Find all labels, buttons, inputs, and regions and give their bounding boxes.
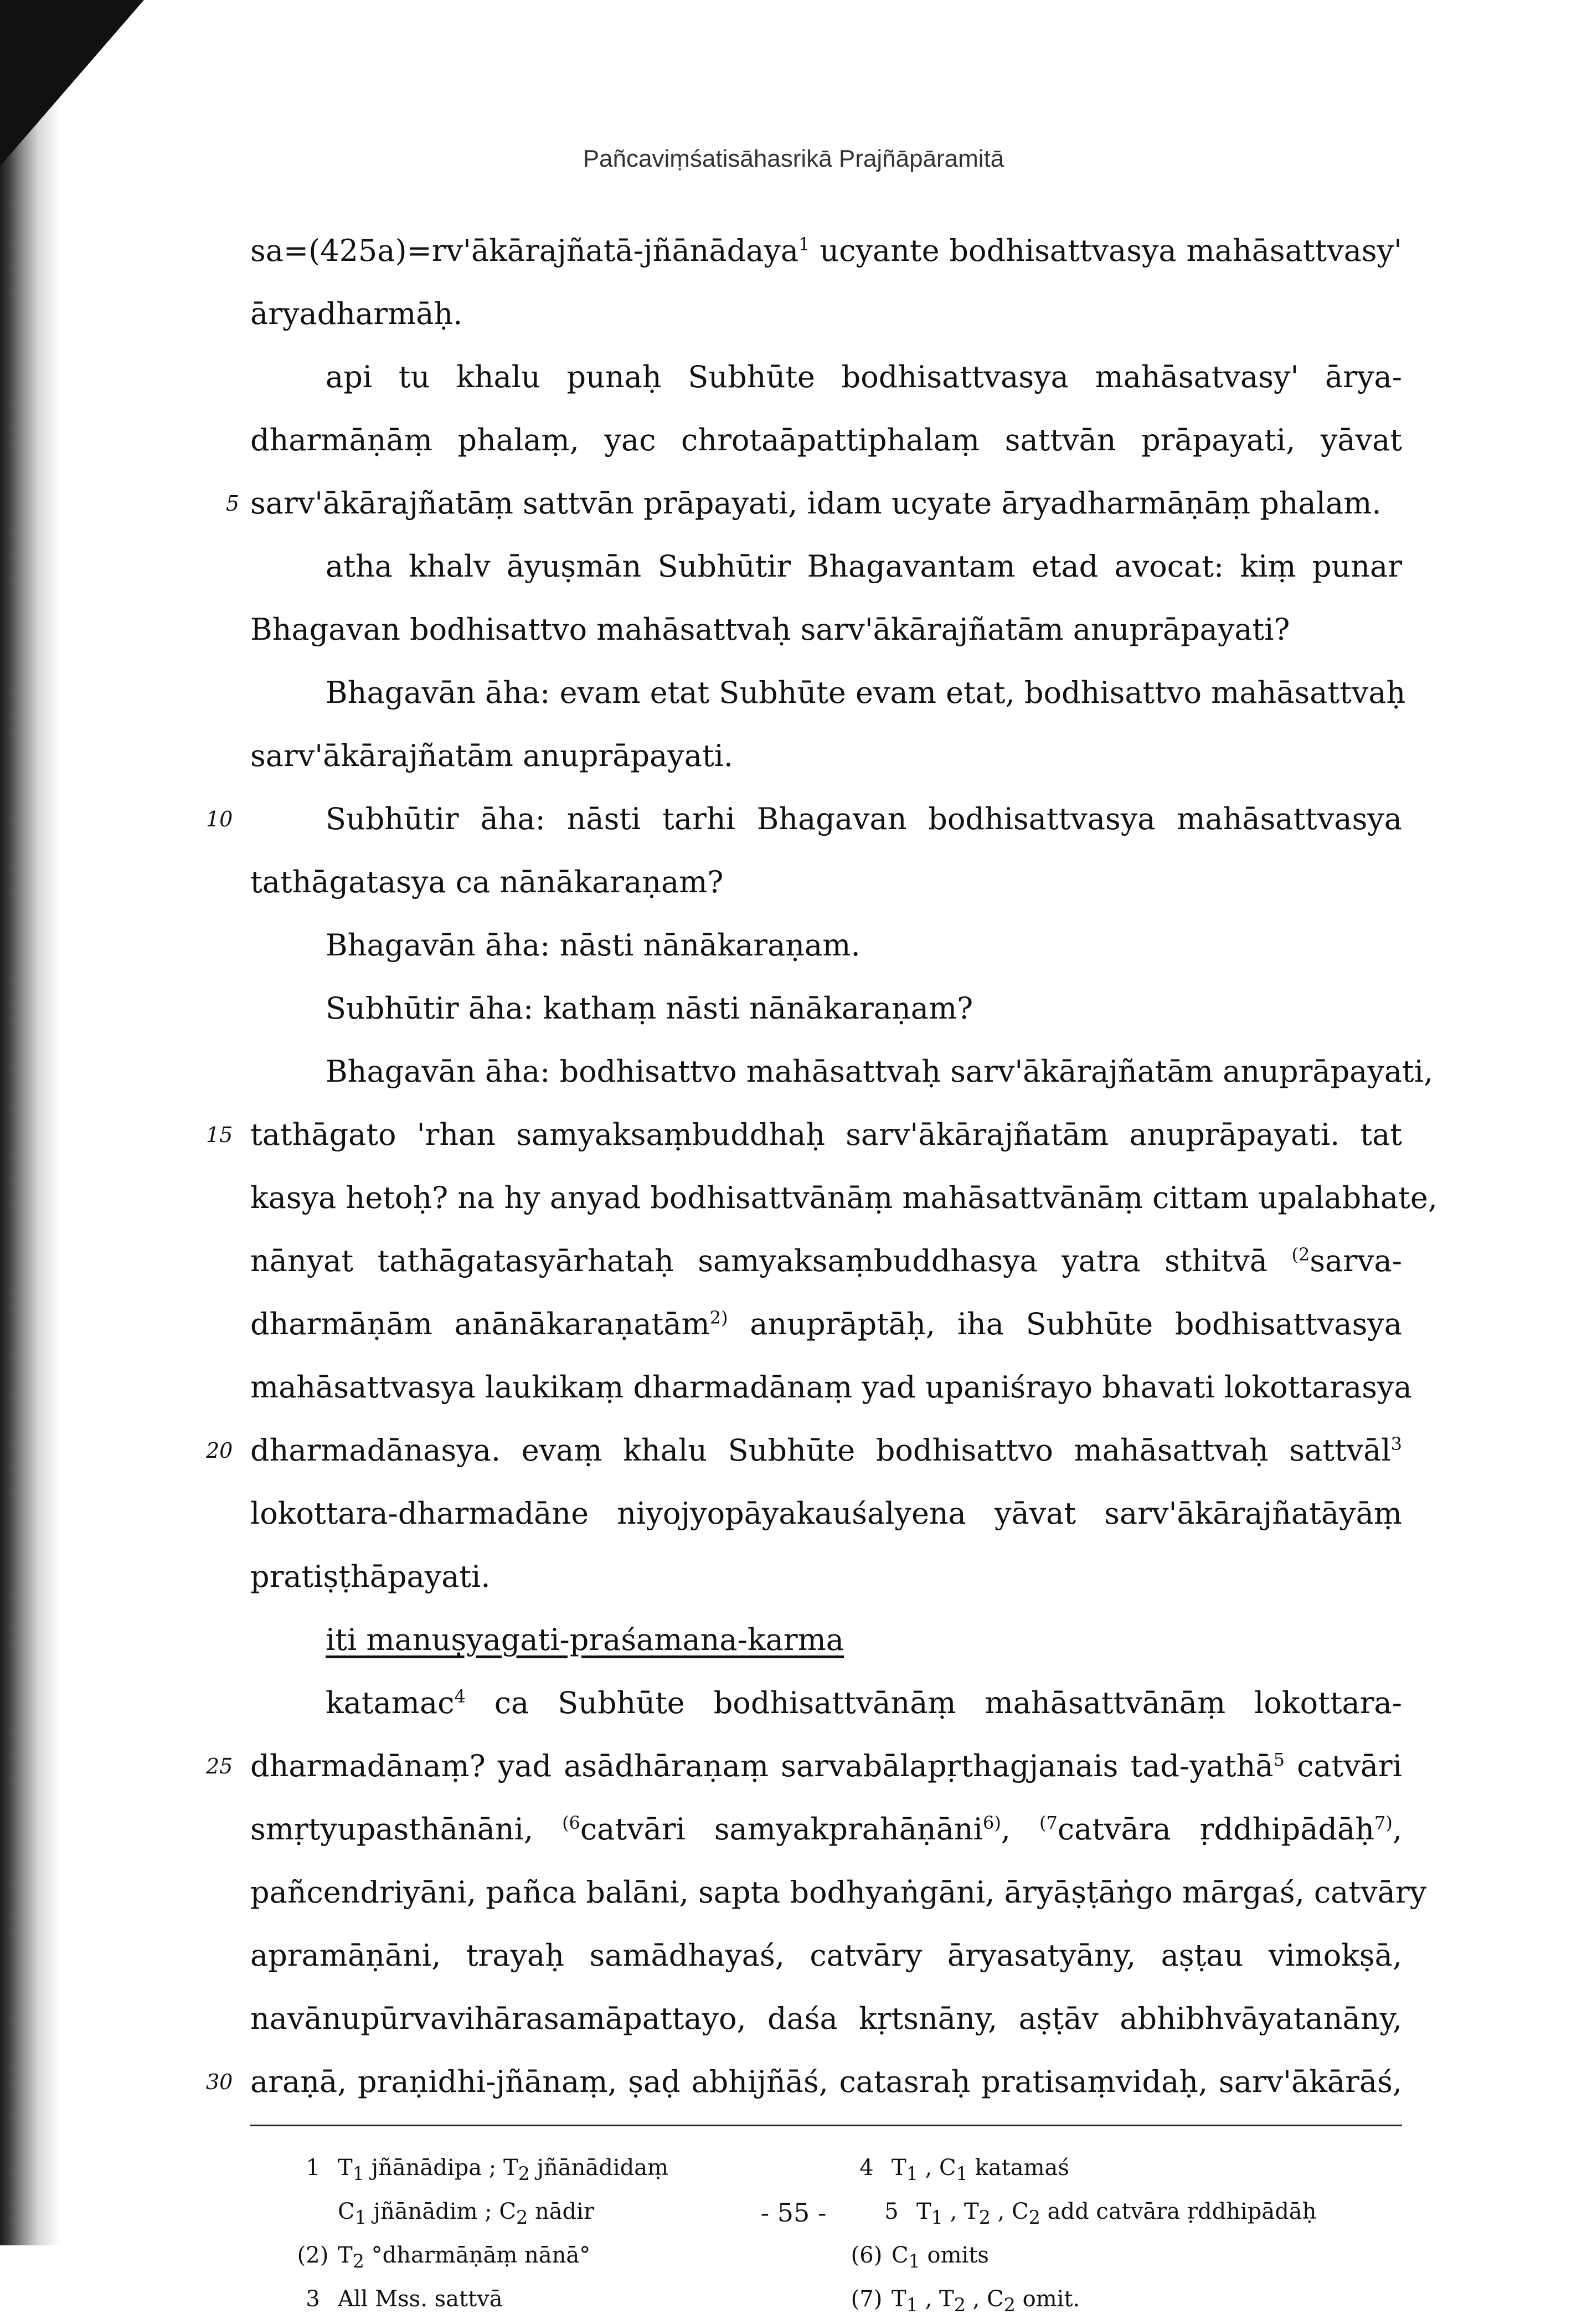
text-line: katamac$^4$ ca Subhūte bodhisattvānāṃ mahāsattvānāṃ lokottara-	[326, 1685, 1402, 1720]
text-line: 30 araṇā, praṇidhi-jñānaṃ, ṣaḍ abhijñāś, catasraḥ pratisaṃvidaḥ, sarv'ākārāś,	[250, 2050, 1402, 2114]
text-line: atha khalv āyuṣmān Subhūtir Bhagavantam etad avocat: kiṃ punar	[326, 549, 1402, 584]
text-line: pratiṣṭhāpayati.	[250, 1559, 491, 1594]
footnotes	[288, 2149, 1395, 2324]
running-header: Pañcaviṃśatisāhasrikā Prajñāpāramitā	[583, 145, 1004, 172]
text-line: pañcendriyāni, pañca balāni, sapta bodhyaṅgāni, āryāṣṭāṅgo mārgaś, catvāry	[250, 1875, 1427, 1910]
text-line: tathāgatasya ca nānākaraṇam?	[250, 865, 724, 899]
text-line: kasya hetoḥ? na hy anyad bodhisattvānāṃ mahāsattvānāṃ cittam upalabhate,	[250, 1180, 1437, 1215]
text-line: 15 tathāgato 'rhan samyaksaṃbuddhaḥ sarv'ākārajñatām anuprāpayati. tat	[250, 1103, 1402, 1166]
line-number: 20	[206, 1438, 233, 1463]
text-line: mahāsattvasya laukikaṃ dharmadānaṃ yad upaniśrayo bhavati lokottarasya	[250, 1370, 1412, 1405]
text-line: āryadharmāḥ.	[250, 296, 463, 331]
footnote: (6) $C_1$ omits	[851, 2243, 989, 2272]
footnote-rule	[250, 2125, 1402, 2126]
footnote-continuation: $C_1$ jñānādim ; $C_2$ nādir	[338, 2199, 595, 2228]
text-line: smṛtyupasthānāni, $^{(6}$catvāri samyakprahāṇāni$^{6)}$, $^{(7}$catvāra ṛddhipādāḥ$^{7)}$,	[250, 1812, 1402, 1847]
text-line: navānupūrvavihārasamāpattayo, daśa kṛtsnāny, aṣṭāv abhibhvāyatanāny,	[250, 2001, 1402, 2036]
line-number: 25	[206, 1754, 233, 1778]
text-line: lokottara-dharmadāne niyojyopāyakauśalyena yāvat sarv'ākārajñatāyāṃ	[250, 1496, 1402, 1531]
footnote: (2) $T_2$ °dharmāṇāṃ nānā°	[297, 2243, 591, 2272]
scan-gutter-shadow	[0, 0, 66, 2245]
footnote: 1 $T_1$ jñānādipa ; $T_2$ jñānādidaṃ	[306, 2155, 669, 2184]
text-line: Subhūtir āha: kathaṃ nāsti nānākaraṇam?	[326, 991, 973, 1026]
line-number: 15	[206, 1123, 233, 1147]
footnote: 5 $T_1$ , $T_2$ , $C_2$ add catvāra ṛddhipādāḥ	[884, 2199, 1317, 2228]
text-line: 10 Subhūtir āha: nāsti tarhi Bhagavan bodhisattvasya mahāsattvasya	[250, 788, 1402, 851]
text-line: Bhagavan bodhisattvo mahāsattvaḥ sarv'ākārajñatām anuprāpayati?	[250, 612, 1290, 647]
text-line: dharmāṇām anānākaraṇatām$^{2)}$ anuprāptāḥ, iha Subhūte bodhisattvasya	[250, 1307, 1402, 1341]
main-text	[206, 219, 1437, 2114]
text-line: 20 dharmadānasya. evaṃ khalu Subhūte bodhisattvo mahāsattvaḥ sattvāl$^3$	[250, 1419, 1402, 1482]
page-number: - 55 -	[760, 2198, 827, 2228]
footnote: (7) $T_1$ , $T_2$ , $C_2$ omit.	[851, 2286, 1080, 2316]
text-line: Bhagavān āha: nāsti nānākaraṇam.	[326, 928, 861, 963]
text-line: Bhagavān āha: evam etat Subhūte evam etat, bodhisattvo mahāsattvaḥ	[326, 675, 1406, 710]
line-number: 30	[206, 2070, 233, 2094]
line-number: 5	[225, 491, 239, 516]
text-line: nānyat tathāgatasyārhataḥ samyaksaṃbuddhasya yatra sthitvā $^{(2}$sarva-	[250, 1243, 1402, 1278]
text-line: sarv'ākārajñatām anuprāpayati.	[250, 738, 734, 773]
scan-corner-shadow	[0, 0, 144, 166]
text-line: apramāṇāni, trayaḥ samādhayaś, catvāry āryasatyāny, aṣṭau vimokṣā,	[250, 1938, 1402, 1973]
text-line: 5 sarv'ākārajñatāṃ sattvān prāpayati, idam ucyate āryadharmāṇāṃ phalam.	[250, 472, 1402, 535]
text-line: sa=(425a)=rv'ākārajñatā-jñānādaya$^1$ ucyante bodhisattvasya mahāsattvasy'	[250, 233, 1402, 268]
section-title: iti manuṣyagati-praśamana-karma	[326, 1622, 844, 1657]
text-line: Bhagavān āha: bodhisattvo mahāsattvaḥ sarv'ākārajñatām anuprāpayati,	[326, 1054, 1434, 1089]
line-number: 10	[206, 807, 233, 831]
footnote: 4 $T_1$ , $C_1$ katamaś	[859, 2155, 1069, 2184]
text-line: 25 dharmadānaṃ? yad asādhāraṇaṃ sarvabālapṛthagjanais tad-yathā$^5$ catvāri	[250, 1735, 1402, 1798]
text-line: api tu khalu punaḥ Subhūte bodhisattvasya mahāsatvasy' ārya-	[326, 359, 1402, 394]
text-line: dharmāṇāṃ phalaṃ, yac chrotaāpattiphalaṃ sattvān prāpayati, yāvat	[250, 423, 1402, 457]
footnote: 3 All Mss. sattvā	[306, 2286, 503, 2312]
